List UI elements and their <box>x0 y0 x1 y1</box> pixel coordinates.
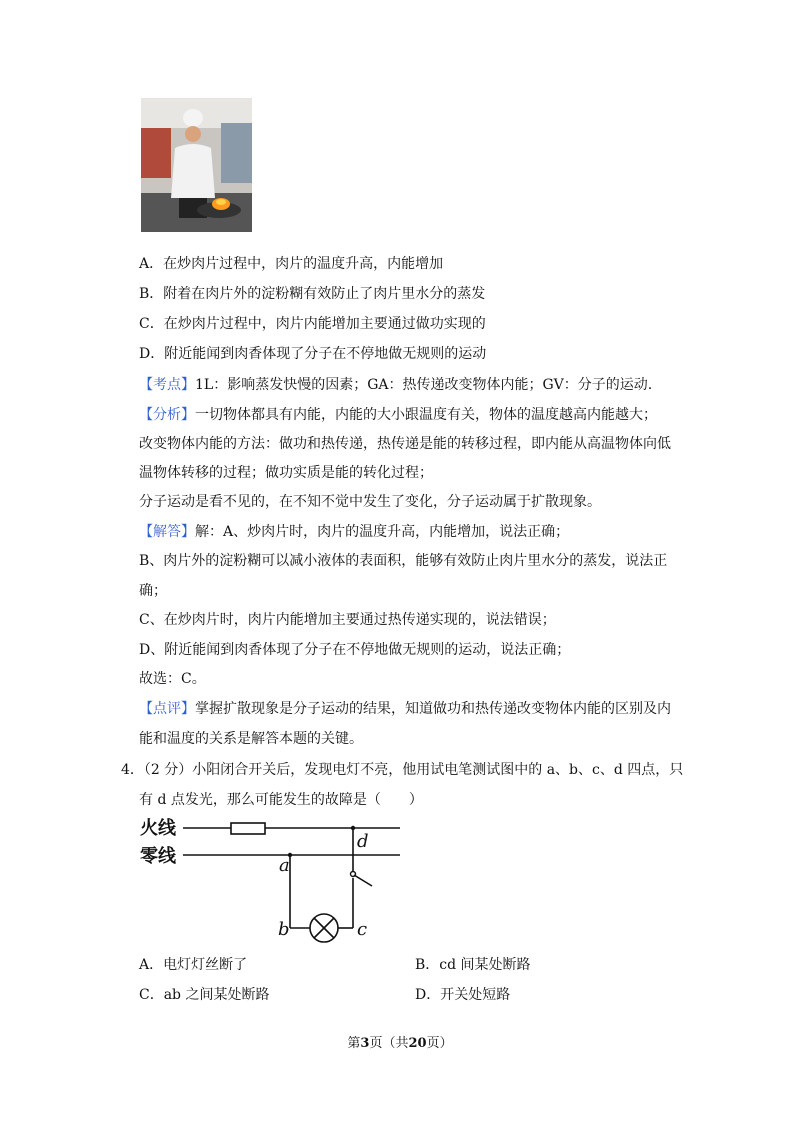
kaodian-line <box>139 375 652 395</box>
footer-page-number: 3 <box>360 1036 370 1051</box>
dianping-text-1: 掌握扩散现象是分子运动的结果，知道做功和热传递改变物体内能的区别及内 <box>195 701 671 717</box>
dianping-tag: 【点评】 <box>139 701 195 717</box>
footer-total-pages: 20 <box>408 1036 427 1051</box>
fenxi-line-4: 分子运动是看不见的，在不知不觉中发生了变化，分子运动属于扩散现象。 <box>139 494 601 510</box>
chef-cooking-photo <box>141 98 252 232</box>
fenxi-line-2: 改变物体内能的方法：做功和热传递，热传递是能的转移过程，即内能从高温物体向低 <box>139 436 671 452</box>
fuse-symbol <box>231 823 265 834</box>
q4-stem-line-1: 4．（2 分）小阳闭合开关后，发现电灯不亮，他用试电笔测试图中的 a、b、c、d 四点，只 <box>121 762 684 778</box>
point-c-label: c <box>357 919 368 940</box>
q3-option-b: B．附着在肉片外的淀粉糊有效防止了肉片里水分的蒸发 <box>139 286 486 302</box>
point-d-label: d <box>357 831 369 852</box>
fenxi-line-3: 温物体转移的过程；做功实质是能的转化过程； <box>139 465 433 481</box>
switch-symbol <box>354 875 372 886</box>
jieda-line-1 <box>139 522 569 542</box>
neutral-wire-label: 零线 <box>140 846 176 867</box>
node-d <box>351 826 355 830</box>
kaodian-tag: 【考点】 <box>139 377 195 393</box>
jieda-line-3: 确； <box>139 583 167 599</box>
jieda-line-2: B、肉片外的淀粉糊可以减小液体的表面积，能够有效防止肉片里水分的蒸发，说法正 <box>139 553 668 569</box>
q4-option-a: A．电灯灯丝断了 <box>139 957 248 973</box>
kaodian-text: 1L：影响蒸发快慢的因素；GA：热传递改变物体内能；GV：分子的运动. <box>195 377 653 393</box>
footer-prefix: 第 <box>347 1036 361 1051</box>
q4-option-b: B．cd 间某处断路 <box>415 957 531 973</box>
jieda-line-4: C、在炒肉片时，肉片内能增加主要通过热传递实现的，说法错误； <box>139 612 556 628</box>
dianping-line-2: 能和温度的关系是解答本题的关键。 <box>139 731 363 747</box>
q4-option-c: C．ab 之间某处断路 <box>139 987 270 1003</box>
point-a-label: a <box>279 855 290 876</box>
jieda-line-6: 故选：C。 <box>139 671 206 687</box>
live-wire-label: 火线 <box>140 818 176 839</box>
jieda-tag: 【解答】 <box>139 524 195 540</box>
jieda-text-1: 解：A、炒肉片时，肉片的温度升高，内能增加，说法正确； <box>195 524 570 540</box>
fenxi-text-1: 一切物体都具有内能，内能的大小跟温度有关，物体的温度越高内能越大； <box>195 407 657 423</box>
q4-stem-line-2: 有 d 点发光，那么可能发生的故障是（ ） <box>139 792 423 808</box>
fenxi-line-1 <box>139 405 657 425</box>
q3-option-c: C．在炒肉片过程中，肉片内能增加主要通过做功实现的 <box>139 316 486 332</box>
fenxi-tag: 【分析】 <box>139 407 195 423</box>
q3-option-d: D．附近能闻到肉香体现了分子在不停地做无规则的运动 <box>139 346 487 362</box>
jieda-line-5: D、附近能闻到肉香体现了分子在不停地做无规则的运动，说法正确； <box>139 642 571 658</box>
q4-option-d: D．开关处短路 <box>415 987 511 1003</box>
point-b-label: b <box>278 919 290 940</box>
page-footer <box>0 1032 800 1051</box>
footer-suffix: 页） <box>426 1036 453 1051</box>
circuit-diagram <box>138 815 408 949</box>
q3-option-a: A．在炒肉片过程中，肉片的温度升高，内能增加 <box>139 256 444 272</box>
footer-mid: 页（共 <box>369 1036 409 1051</box>
dianping-line-1 <box>139 699 671 719</box>
